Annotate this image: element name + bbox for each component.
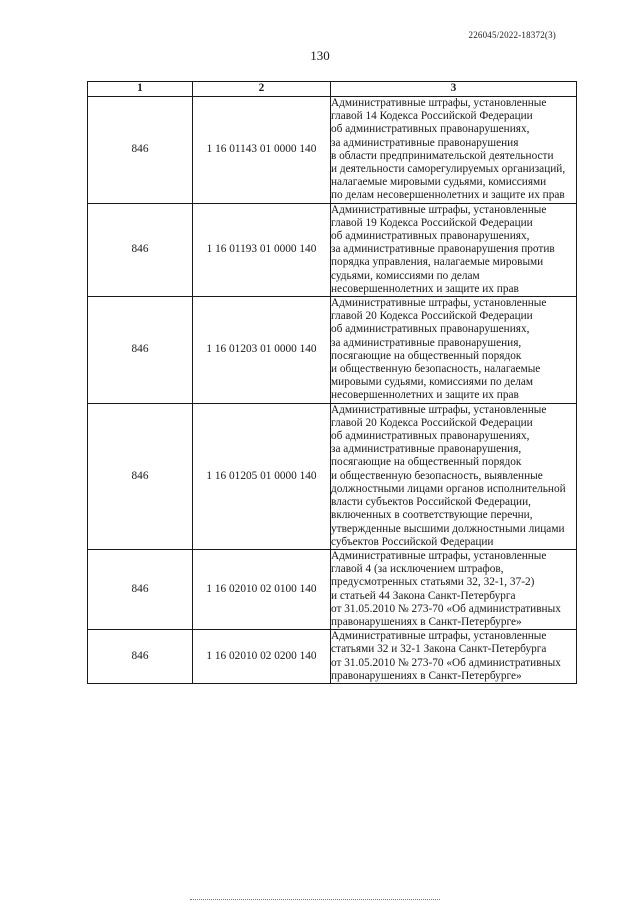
budget-classification-code-cell: 1 16 01193 01 0000 140	[193, 203, 331, 296]
table-row	[88, 97, 577, 204]
description-line: и общественную безопасность, выявленные	[331, 469, 543, 482]
description-line: от 31.05.2010 № 273-70 «Об административных	[331, 602, 561, 615]
budget-classification-code-cell: 1 16 01203 01 0000 140	[193, 297, 331, 404]
footer-scan-line	[190, 899, 440, 903]
table-body	[88, 97, 577, 684]
page-number: 130	[310, 48, 330, 63]
table-row	[88, 630, 577, 684]
table-row	[88, 403, 577, 549]
description-line: главой 20 Кодекса Российской Федерации	[331, 416, 533, 429]
description-line: посягающие на общественный порядок	[331, 456, 522, 469]
revenue-description-cell	[331, 297, 577, 404]
revenue-description-cell	[331, 549, 577, 629]
description-line: об административных правонарушениях,	[331, 323, 530, 336]
revenue-description-cell	[331, 403, 577, 549]
description-line: за административные правонарушения,	[331, 336, 522, 349]
column-header-1: 1	[88, 82, 193, 97]
table-row	[88, 297, 577, 404]
description-line: главой 14 Кодекса Российской Федерации	[331, 110, 533, 123]
description-line: несовершеннолетних и защите их прав	[331, 389, 519, 402]
revenue-description-cell	[331, 630, 577, 684]
description-line: субъектов Российской Федерации	[331, 535, 494, 548]
description-line: правонарушениях в Санкт-Петербурге»	[331, 615, 522, 628]
description-line: Административные штрафы, установленные	[331, 297, 547, 310]
description-line: утвержденные высшими должностными лицами	[331, 522, 565, 535]
description-line: Административные штрафы, установленные	[331, 203, 547, 216]
revenue-description-cell	[331, 97, 577, 204]
admin-code-cell: 846	[88, 297, 193, 404]
description-line: налагаемые мировыми судьями, комиссиями	[331, 176, 547, 189]
admin-code-cell: 846	[88, 97, 193, 204]
description-line: правонарушениях в Санкт-Петербурге»	[331, 669, 522, 682]
description-line: посягающие на общественный порядок	[331, 349, 522, 362]
description-line: включенных в соответствующие перечни,	[331, 509, 533, 522]
budget-classification-code-cell: 1 16 01143 01 0000 140	[193, 97, 331, 204]
description-line: от 31.05.2010 № 273-70 «Об административных	[331, 656, 561, 669]
admin-code-cell: 846	[88, 403, 193, 549]
description-line: Административные штрафы, установленные	[331, 549, 547, 562]
admin-code-cell: 846	[88, 549, 193, 629]
description-line: власти субъектов Российской Федерации,	[331, 496, 531, 509]
description-line: об административных правонарушениях,	[331, 123, 530, 136]
column-header-2: 2	[193, 82, 331, 97]
budget-classification-code-cell: 1 16 02010 02 0200 140	[193, 630, 331, 684]
description-line: и общественную безопасность, налагаемые	[331, 363, 541, 376]
description-line: и деятельности саморегулируемых организаций,	[331, 163, 566, 176]
description-line: главой 20 Кодекса Российской Федерации	[331, 310, 533, 323]
description-line: судьями, комиссиями по делам	[331, 269, 480, 282]
description-line: за административные правонарушения	[331, 136, 519, 149]
admin-code-cell: 846	[88, 203, 193, 296]
description-line: Административные штрафы, установленные	[331, 630, 547, 643]
table-row	[88, 549, 577, 629]
table-header-row	[88, 82, 577, 97]
description-line: порядка управления, налагаемые мировыми	[331, 256, 544, 269]
budget-classification-code-cell: 1 16 01205 01 0000 140	[193, 403, 331, 549]
description-line: в области предпринимательской деятельности	[331, 149, 554, 162]
budget-codes-table	[87, 81, 577, 684]
description-line: об административных правонарушениях,	[331, 230, 530, 243]
description-line: главой 19 Кодекса Российской Федерации	[331, 216, 533, 229]
description-line: по делам несовершеннолетних и защите их прав	[331, 189, 565, 202]
description-line: и статьей 44 Закона Санкт-Петербурга	[331, 589, 516, 602]
description-line: Административные штрафы, установленные	[331, 403, 547, 416]
description-line: статьями 32 и 32-1 Закона Санкт-Петербурга	[331, 643, 547, 656]
document-registration-number: 226045/2022-18372(3)	[468, 30, 556, 40]
description-line: несовершеннолетних и защите их прав	[331, 282, 519, 295]
budget-classification-code-cell: 1 16 02010 02 0100 140	[193, 549, 331, 629]
column-header-3: 3	[331, 82, 577, 97]
description-line: об административных правонарушениях,	[331, 430, 530, 443]
description-line: предусмотренных статьями 32, 32-1, 37-2)	[331, 576, 535, 589]
description-line: за административные правонарушения,	[331, 443, 522, 456]
table-row	[88, 203, 577, 296]
description-line: за административные правонарушения против	[331, 243, 555, 256]
description-line: должностными лицами органов исполнительной	[331, 482, 566, 495]
description-line: главой 4 (за исключением штрафов,	[331, 563, 504, 576]
admin-code-cell: 846	[88, 630, 193, 684]
revenue-description-cell	[331, 203, 577, 296]
description-line: Административные штрафы, установленные	[331, 97, 547, 109]
description-line: мировыми судьями, комиссиями по делам	[331, 376, 534, 389]
